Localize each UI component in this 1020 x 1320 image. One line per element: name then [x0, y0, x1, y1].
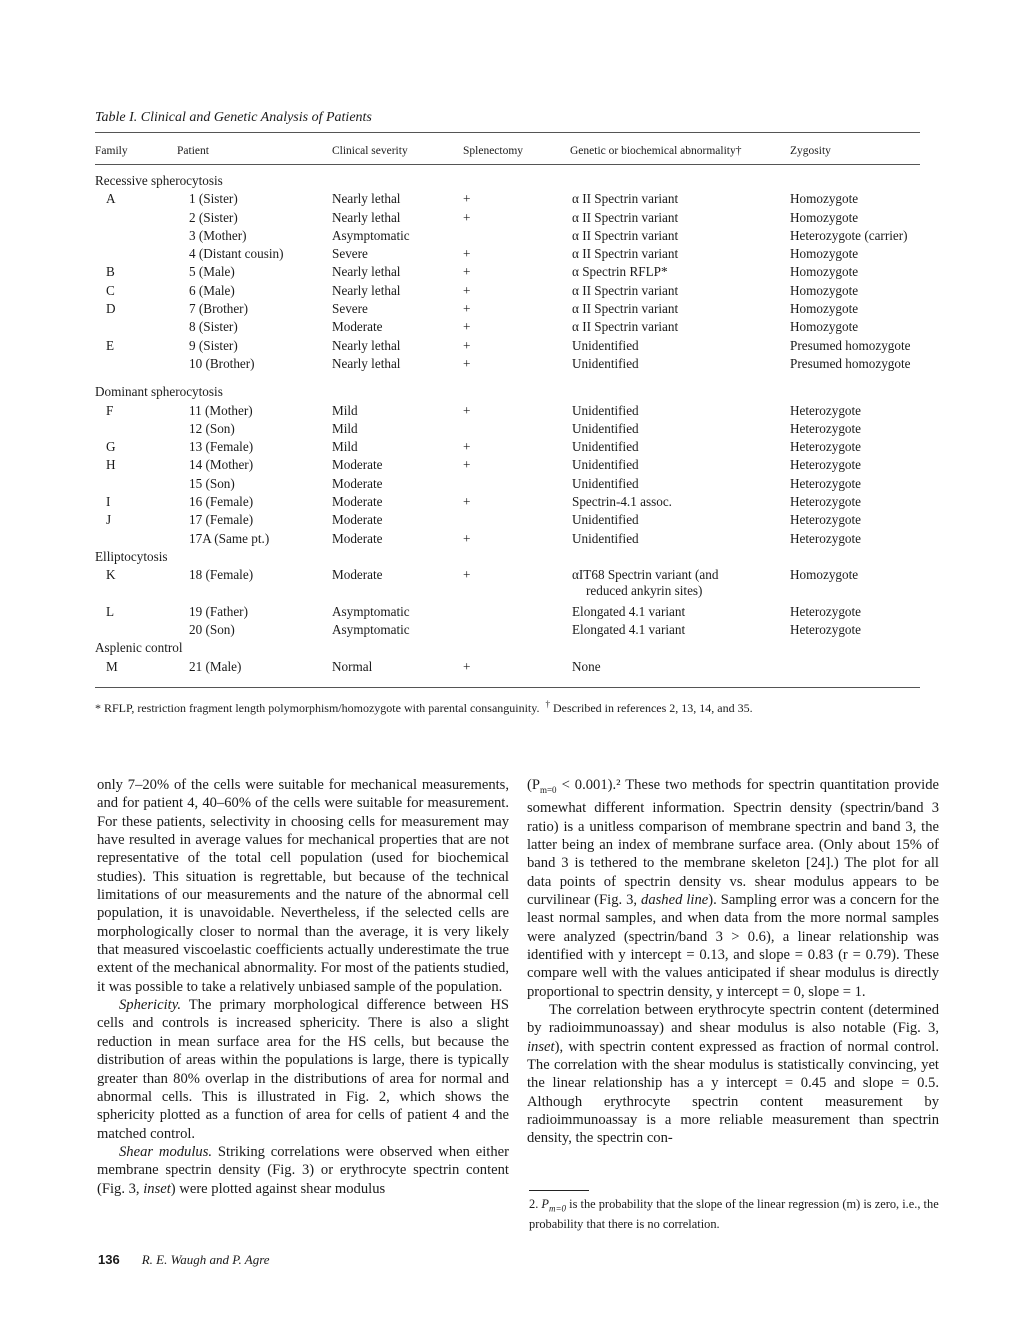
- footnote-star: * RFLP, restriction fragment length polymorphism/homozygote with parental consanguinity.: [95, 701, 540, 715]
- cell-patient: 3 (Mother): [189, 227, 247, 243]
- table-row: [95, 421, 920, 439]
- cell-severity: Asymptomatic: [332, 622, 410, 638]
- cell-splenectomy: +: [463, 457, 471, 473]
- paragraph: [527, 776, 939, 1001]
- cell-severity: Severe: [332, 301, 368, 317]
- cell-zygosity: Homozygote: [790, 191, 859, 207]
- cell-severity: Moderate: [332, 512, 383, 528]
- table-row: [95, 494, 920, 512]
- cell-zygosity: Heterozygote: [790, 530, 862, 546]
- table-row: [95, 246, 920, 264]
- footnote-number: 2.: [529, 1197, 542, 1211]
- paragraph-text: ). Sampling error was a concern for the least normal samples, and when data from the more normal samples were analyzed (spectrin/band 3 > 0.6), a linear relationship was identified with y intercept = 0.13, and slope = 0.83 (r = 0.79). These compare well with the values anticipated if shear modulus is directly proportional to spectrin density, y intercept = 0, slope = 1.: [527, 891, 939, 1000]
- cell-patient: 2 (Sister): [189, 209, 238, 225]
- cell-splenectomy: +: [463, 319, 471, 335]
- section-heading-sphericity: Sphericity.: [119, 997, 182, 1014]
- cell-family: M: [106, 658, 118, 674]
- cell-abnormality: Unidentified: [572, 475, 639, 491]
- cell-splenectomy: +: [463, 402, 471, 418]
- cell-patient: 17 (Female): [189, 512, 254, 528]
- cell-patient: 5 (Male): [189, 264, 235, 280]
- cell-zygosity: Heterozygote: [790, 622, 862, 638]
- cell-family: E: [106, 337, 115, 353]
- cell-abnormality: Unidentified: [572, 457, 639, 473]
- paragraph-text: ), with spectrin content expressed as fraction of normal control. The correlation with the shear modulus is statistically convincing, yet the linear relationship has a y intercept = 0.45 and slope = 0.5. Although erythrocyte spectrin content measurement by radioimmunoassay is a more reliable measurement than spectrin density, the spectrin con-: [527, 1038, 939, 1147]
- cell-abnormality: α II Spectrin variant: [572, 282, 679, 298]
- cell-patient: 1 (Sister): [189, 191, 238, 207]
- footnote-text: is the probability that the slope of the linear regression (m) is zero, i.e., the probability that there is no correlation.: [529, 1197, 939, 1231]
- emphasis-inset: inset: [527, 1038, 555, 1055]
- cell-zygosity: Homozygote: [790, 264, 859, 280]
- cell-zygosity: Homozygote: [790, 209, 859, 225]
- cell-abnormality: α II Spectrin variant: [572, 319, 679, 335]
- cell-zygosity: Presumed homozygote: [790, 355, 911, 371]
- paragraph: only 7–20% of the cells were suitable for mechanical measurements, and for patient 4, 40–60% of the cells were suitable for measurement. For these patients, selectivity in choosing cells for measurement may have resulted in average values for mechanical properties that are not representative of the total cell population (used for biochemical studies). This situation is regrettable, but because of the technical limitations of our measurements and the nature of the abnormal cell population, it is unavoidable. Nevertheless, if the selected cells are morphologically closer to normal than the average, it is very likely that measured viscoelastic coefficients actually underestimate the true extent of the mechanical abnormality. For most of the patients studied, it was possible to take a relatively unbiased sample of the population.: [97, 777, 509, 995]
- cell-splenectomy: +: [463, 282, 471, 298]
- table-row: [95, 403, 920, 421]
- cell-abnormality: Unidentified: [572, 337, 639, 353]
- cell-abnormality: [572, 567, 718, 599]
- cell-splenectomy: +: [463, 567, 471, 583]
- cell-family: I: [106, 494, 111, 510]
- paragraph-shear-modulus: [97, 1143, 509, 1198]
- cell-abnormality-line1: αIT68 Spectrin variant (and: [572, 567, 719, 583]
- cell-severity: Moderate: [332, 319, 383, 335]
- cell-splenectomy: +: [463, 530, 471, 546]
- cell-severity: Nearly lethal: [332, 209, 401, 225]
- cell-severity: Nearly lethal: [332, 282, 401, 298]
- cell-zygosity: Heterozygote: [790, 420, 862, 436]
- subscript: m=0: [539, 784, 557, 795]
- cell-zygosity: Homozygote: [790, 282, 859, 298]
- footnote-rule: [529, 1190, 589, 1191]
- cell-patient: 19 (Father): [189, 603, 248, 619]
- footnote-symbol: P: [541, 1197, 549, 1211]
- table-row: [95, 457, 920, 475]
- paragraph-text: Striking correlations were observed when either membrane spectrin density (Fig. 3) or erythrocyte spectrin content (Fig. 3,: [97, 1143, 509, 1197]
- table-header-rule: [95, 164, 920, 165]
- cell-patient: 21 (Male): [189, 658, 242, 674]
- cell-patient: 11 (Mother): [189, 402, 253, 418]
- group-label: Asplenic control: [95, 640, 183, 656]
- cell-zygosity: Heterozygote: [790, 402, 862, 418]
- header-patient: Patient: [177, 145, 209, 157]
- table-row: [95, 210, 920, 228]
- cell-family: L: [106, 603, 115, 619]
- cell-severity: Asymptomatic: [332, 227, 410, 243]
- cell-patient: 10 (Brother): [189, 355, 255, 371]
- paragraph-text: < 0.001).² These two methods for spectrin quantitation provide somewhat different information. Spectrin density (spectrin/band 3 ratio) is a unitless comparison of membrane spectrin and band 3, the latter being an index of membrane surface area. (Only about 15% of band 3 is tethered to the membrane skeleton [24].) The plot for all data points of spectrin density vs. shear modulus appears to be curvilinear (Fig. 3,: [527, 777, 939, 908]
- cell-splenectomy: +: [463, 494, 471, 510]
- cell-severity: Nearly lethal: [332, 337, 401, 353]
- group-row: [95, 549, 920, 567]
- cell-family: H: [106, 457, 116, 473]
- cell-family: A: [106, 191, 116, 207]
- cell-abnormality: α II Spectrin variant: [572, 227, 679, 243]
- footnote-dagger: Described in references 2, 13, 14, and 35.: [553, 701, 753, 715]
- cell-splenectomy: +: [463, 246, 471, 262]
- cell-splenectomy: +: [463, 355, 471, 371]
- cell-zygosity: Heterozygote: [790, 512, 862, 528]
- cell-severity: Moderate: [332, 494, 383, 510]
- cell-severity: Moderate: [332, 457, 383, 473]
- cell-zygosity: Heterozygote: [790, 475, 862, 491]
- spacer: [95, 374, 920, 384]
- emphasis-dashed-line: dashed line: [641, 891, 709, 908]
- group-label: Elliptocytosis: [95, 548, 168, 564]
- cell-abnormality: Elongated 4.1 variant: [572, 603, 686, 619]
- cell-severity: Mild: [332, 439, 358, 455]
- table-row: [95, 338, 920, 356]
- table-row: [95, 356, 920, 374]
- cell-abnormality: α Spectrin RFLP*: [572, 264, 668, 280]
- cell-family: J: [106, 512, 112, 528]
- cell-severity: Nearly lethal: [332, 191, 401, 207]
- group-row: [95, 640, 920, 658]
- running-authors: R. E. Waugh and P. Agre: [141, 1252, 270, 1267]
- cell-zygosity: Homozygote: [790, 301, 859, 317]
- cell-zygosity: Homozygote: [790, 319, 859, 335]
- table-row: [95, 264, 920, 282]
- cell-abnormality: Elongated 4.1 variant: [572, 622, 686, 638]
- cell-splenectomy: +: [463, 439, 471, 455]
- cell-patient: 17A (Same pt.): [189, 530, 270, 546]
- body-column-left: [97, 776, 509, 1198]
- table-row: [95, 622, 920, 640]
- cell-abnormality: α II Spectrin variant: [572, 246, 679, 262]
- cell-abnormality: α II Spectrin variant: [572, 191, 679, 207]
- cell-patient: 15 (Son): [189, 475, 235, 491]
- page-footer: [98, 1252, 270, 1268]
- cell-severity: Normal: [332, 658, 373, 674]
- cell-family: D: [106, 301, 116, 317]
- cell-abnormality: Unidentified: [572, 420, 639, 436]
- cell-family: F: [106, 402, 114, 418]
- table-footnote: [95, 699, 753, 716]
- cell-splenectomy: +: [463, 301, 471, 317]
- table-row: [95, 476, 920, 494]
- emphasis-inset: inset: [143, 1180, 171, 1197]
- cell-patient: 7 (Brother): [189, 301, 248, 317]
- cell-severity: Nearly lethal: [332, 355, 401, 371]
- footnote-dagger-mark: †: [545, 699, 550, 709]
- cell-patient: 9 (Sister): [189, 337, 238, 353]
- cell-severity: Nearly lethal: [332, 264, 401, 280]
- subscript: m=0: [548, 1203, 567, 1214]
- table-row: [95, 283, 920, 301]
- table-row: [95, 567, 920, 604]
- cell-severity: Moderate: [332, 475, 383, 491]
- table-row: [95, 659, 920, 677]
- cell-zygosity: Heterozygote: [790, 603, 862, 619]
- cell-zygosity: Presumed homozygote: [790, 337, 911, 353]
- cell-splenectomy: +: [463, 337, 471, 353]
- cell-zygosity: Heterozygote: [790, 457, 862, 473]
- paragraph-sphericity: [97, 996, 509, 1143]
- table-row: [95, 319, 920, 337]
- header-abnormality: Genetic or biochemical abnormality†: [570, 145, 742, 157]
- cell-abnormality: Unidentified: [572, 402, 639, 418]
- cell-patient: 8 (Sister): [189, 319, 238, 335]
- cell-severity: Asymptomatic: [332, 603, 410, 619]
- cell-zygosity: Heterozygote: [790, 494, 862, 510]
- cell-abnormality-line2: reduced ankyrin sites): [586, 583, 703, 599]
- cell-zygosity: Homozygote: [790, 567, 859, 583]
- cell-severity: Mild: [332, 402, 358, 418]
- header-splenectomy: Splenectomy: [463, 145, 524, 157]
- header-zygosity: Zygosity: [790, 145, 831, 157]
- cell-family: B: [106, 264, 115, 280]
- header-family: Family: [95, 145, 128, 157]
- cell-abnormality: Unidentified: [572, 512, 639, 528]
- header-severity: Clinical severity: [332, 145, 408, 157]
- body-column-right: [527, 776, 939, 1148]
- table-row: [95, 228, 920, 246]
- cell-patient: 4 (Distant cousin): [189, 246, 284, 262]
- table-row: [95, 512, 920, 530]
- cell-abnormality: Unidentified: [572, 530, 639, 546]
- cell-abnormality: α II Spectrin variant: [572, 209, 679, 225]
- cell-splenectomy: +: [463, 264, 471, 280]
- paragraph-text: The primary morphological difference between HS cells and controls is increased sphericity. There is also a slight reduction in mean surface area for the HS cells, but because the distribution of areas within the populations is large, there is typically greater than 80% overlap in the distributions of area for normal and abnormal cells. This is illustrated in Fig. 2, which shows the sphericity plotted as a function of area for cells of patient 4 and the matched control.: [97, 997, 509, 1142]
- cell-family: G: [106, 439, 116, 455]
- cell-abnormality: None: [572, 658, 601, 674]
- paragraph-text: (P: [527, 777, 540, 793]
- section-heading-shear-modulus: Shear modulus.: [119, 1143, 213, 1160]
- cell-patient: 16 (Female): [189, 494, 254, 510]
- cell-family: C: [106, 282, 115, 298]
- cell-zygosity: Heterozygote (carrier): [790, 227, 908, 243]
- paragraph-text: ) were plotted against shear modulus: [170, 1180, 386, 1197]
- cell-severity: Moderate: [332, 530, 383, 546]
- cell-splenectomy: +: [463, 191, 471, 207]
- cell-patient: 14 (Mother): [189, 457, 254, 473]
- cell-abnormality: Spectrin-4.1 assoc.: [572, 494, 672, 510]
- group-row: [95, 384, 920, 402]
- cell-zygosity: Heterozygote: [790, 439, 862, 455]
- cell-splenectomy: +: [463, 658, 471, 674]
- footnote-2: [529, 1197, 939, 1232]
- paragraph: [527, 1001, 939, 1148]
- cell-severity: Moderate: [332, 567, 383, 583]
- table-row: [95, 604, 920, 622]
- table-row: [95, 531, 920, 549]
- cell-patient: 12 (Son): [189, 420, 235, 436]
- table-body: [95, 173, 920, 677]
- cell-patient: 20 (Son): [189, 622, 235, 638]
- cell-abnormality: Unidentified: [572, 439, 639, 455]
- cell-severity: Severe: [332, 246, 368, 262]
- page-number: 136: [98, 1252, 120, 1267]
- group-label: Dominant spherocytosis: [95, 384, 223, 400]
- table-top-rule: [95, 132, 920, 133]
- group-row: [95, 173, 920, 191]
- cell-patient: 6 (Male): [189, 282, 235, 298]
- cell-severity: Mild: [332, 420, 358, 436]
- group-label: Recessive spherocytosis: [95, 173, 223, 188]
- cell-patient: 13 (Female): [189, 439, 254, 455]
- cell-abnormality: α II Spectrin variant: [572, 301, 679, 317]
- cell-zygosity: Homozygote: [790, 246, 859, 262]
- table-row: [95, 439, 920, 457]
- cell-family: K: [106, 567, 116, 583]
- table-row: [95, 301, 920, 319]
- table-bottom-rule: [95, 687, 920, 688]
- table-header: [95, 145, 920, 161]
- table-row: [95, 191, 920, 209]
- cell-patient: 18 (Female): [189, 567, 254, 583]
- cell-abnormality: Unidentified: [572, 355, 639, 371]
- paragraph-text: The correlation between erythrocyte spectrin content (determined by radioimmunoassay) and shear modulus is also notable (Fig. 3,: [527, 1002, 939, 1037]
- table-caption: Table I. Clinical and Genetic Analysis of Patients: [95, 110, 372, 125]
- cell-splenectomy: +: [463, 209, 471, 225]
